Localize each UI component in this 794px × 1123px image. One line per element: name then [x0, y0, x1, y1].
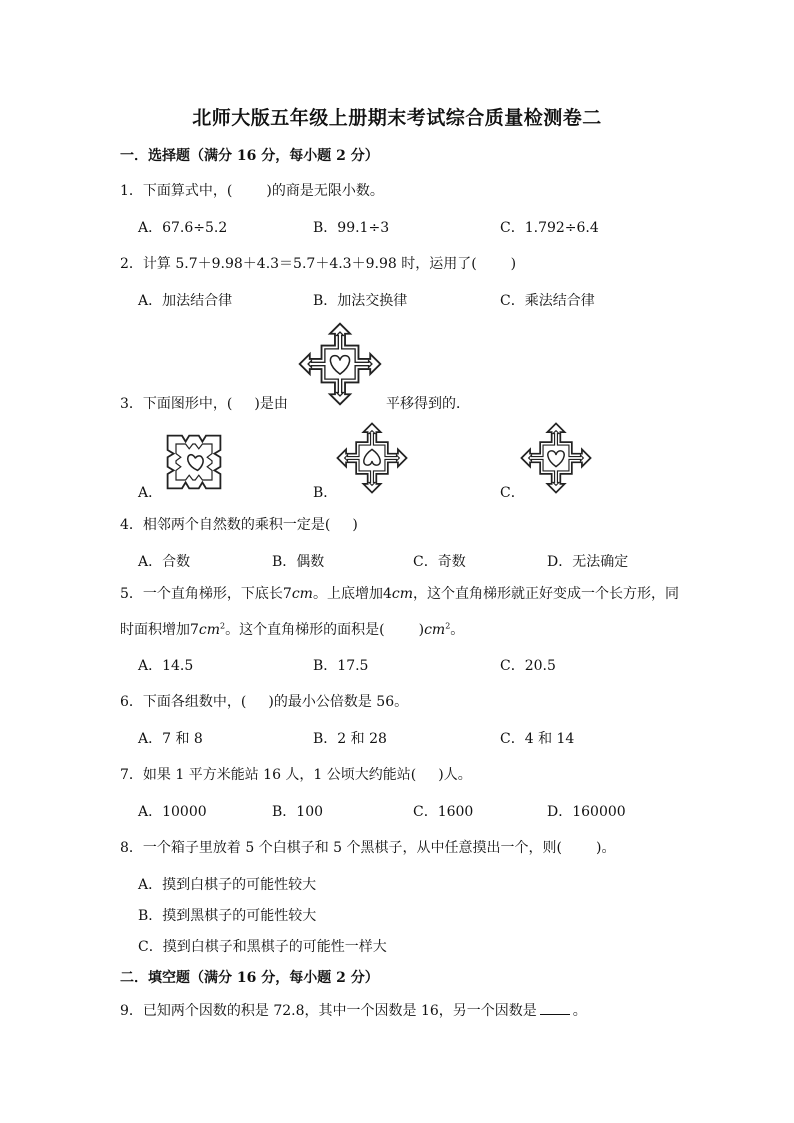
question-8: 8．一个箱子里放着 5 个白棋子和 5 个黑棋子，从中任意摸出一个，则( )。 [120, 840, 616, 856]
q5-option-b[interactable]: B．17.5 [313, 658, 369, 674]
question-9: 9．已知两个因数的积是 72.8，其中一个因数是 16，另一个因数是 。 [120, 1003, 587, 1019]
q4-option-a[interactable]: A．合数 [138, 554, 191, 570]
q3-option-b[interactable]: B． [313, 485, 338, 501]
question-1: 1．下面算式中，( )的商是无限小数。 [120, 183, 384, 199]
q4-option-b[interactable]: B．偶数 [272, 554, 325, 570]
q3-option-c[interactable]: C． [500, 485, 525, 501]
question-3-tail: 平移得到的． [386, 396, 470, 412]
q6-option-c[interactable]: C．4 和 14 [500, 731, 575, 747]
q5-option-c[interactable]: C．20.5 [500, 658, 556, 674]
q3-option-a[interactable]: A． [138, 485, 163, 501]
question-3: 3．下面图形中，( )是由 [120, 396, 288, 412]
q4-option-d[interactable]: D．无法确定 [547, 554, 629, 570]
reference-arrow-heart-icon [298, 322, 382, 406]
section-heading-fill-in: 二．填空题（满分 16 分，每小题 2 分） [120, 970, 379, 986]
q2-option-a[interactable]: A．加法结合律 [138, 293, 233, 309]
q4-option-c[interactable]: C．奇数 [413, 554, 466, 570]
q9-answer-blank[interactable] [540, 1002, 570, 1015]
q7-option-d[interactable]: D．160000 [547, 804, 626, 820]
option-c-arrow-heart-icon[interactable] [520, 422, 592, 494]
q7-option-b[interactable]: B．100 [272, 804, 324, 820]
q7-option-c[interactable]: C．1600 [413, 804, 474, 820]
q6-option-a[interactable]: A．7 和 8 [138, 731, 203, 747]
question-7: 7．如果 1 平方米能站 16 人，1 公顷大约能站( )人。 [120, 767, 472, 783]
q8-option-b[interactable]: B．摸到黑棋子的可能性较大 [138, 908, 317, 924]
question-2: 2．计算 5.7＋9.98＋4.3＝5.7＋4.3＋9.98 时，运用了( ) [120, 256, 517, 272]
q1-option-c[interactable]: C．1.792÷6.4 [500, 220, 599, 236]
q2-option-c[interactable]: C．乘法结合律 [500, 293, 595, 309]
question-6: 6．下面各组数中，( )的最小公倍数是 56。 [120, 694, 409, 710]
q5-option-a[interactable]: A．14.5 [138, 658, 194, 674]
section-heading-choice: 一．选择题（满分 16 分，每小题 2 分） [120, 148, 379, 164]
q6-option-b[interactable]: B．2 和 28 [313, 731, 387, 747]
q1-option-b[interactable]: B．99.1÷3 [313, 220, 390, 236]
page-title: 北师大版五年级上册期末考试综合质量检测卷二 [192, 107, 602, 129]
q1-option-a[interactable]: A．67.6÷5.2 [138, 220, 228, 236]
q7-option-a[interactable]: A．10000 [138, 804, 207, 820]
option-b-arrow-heart-icon[interactable] [336, 422, 408, 494]
q8-option-c[interactable]: C．摸到白棋子和黑棋子的可能性一样大 [138, 939, 387, 955]
option-a-rotated-frame-icon[interactable] [164, 432, 224, 492]
question-5-line-2: 时面积增加$7cm^2$。这个直角梯形的面积是( )$cm^2$。 [120, 621, 465, 638]
q8-option-a[interactable]: A．摸到白棋子的可能性较大 [138, 877, 317, 893]
question-4: 4．相邻两个自然数的乘积一定是( ) [120, 517, 358, 533]
q2-option-b[interactable]: B．加法交换律 [313, 293, 408, 309]
question-5-line-1: 5．一个直角梯形，下底长7cm。上底增加4cm，这个直角梯形就正好变成一个长方形，同 [120, 586, 680, 602]
